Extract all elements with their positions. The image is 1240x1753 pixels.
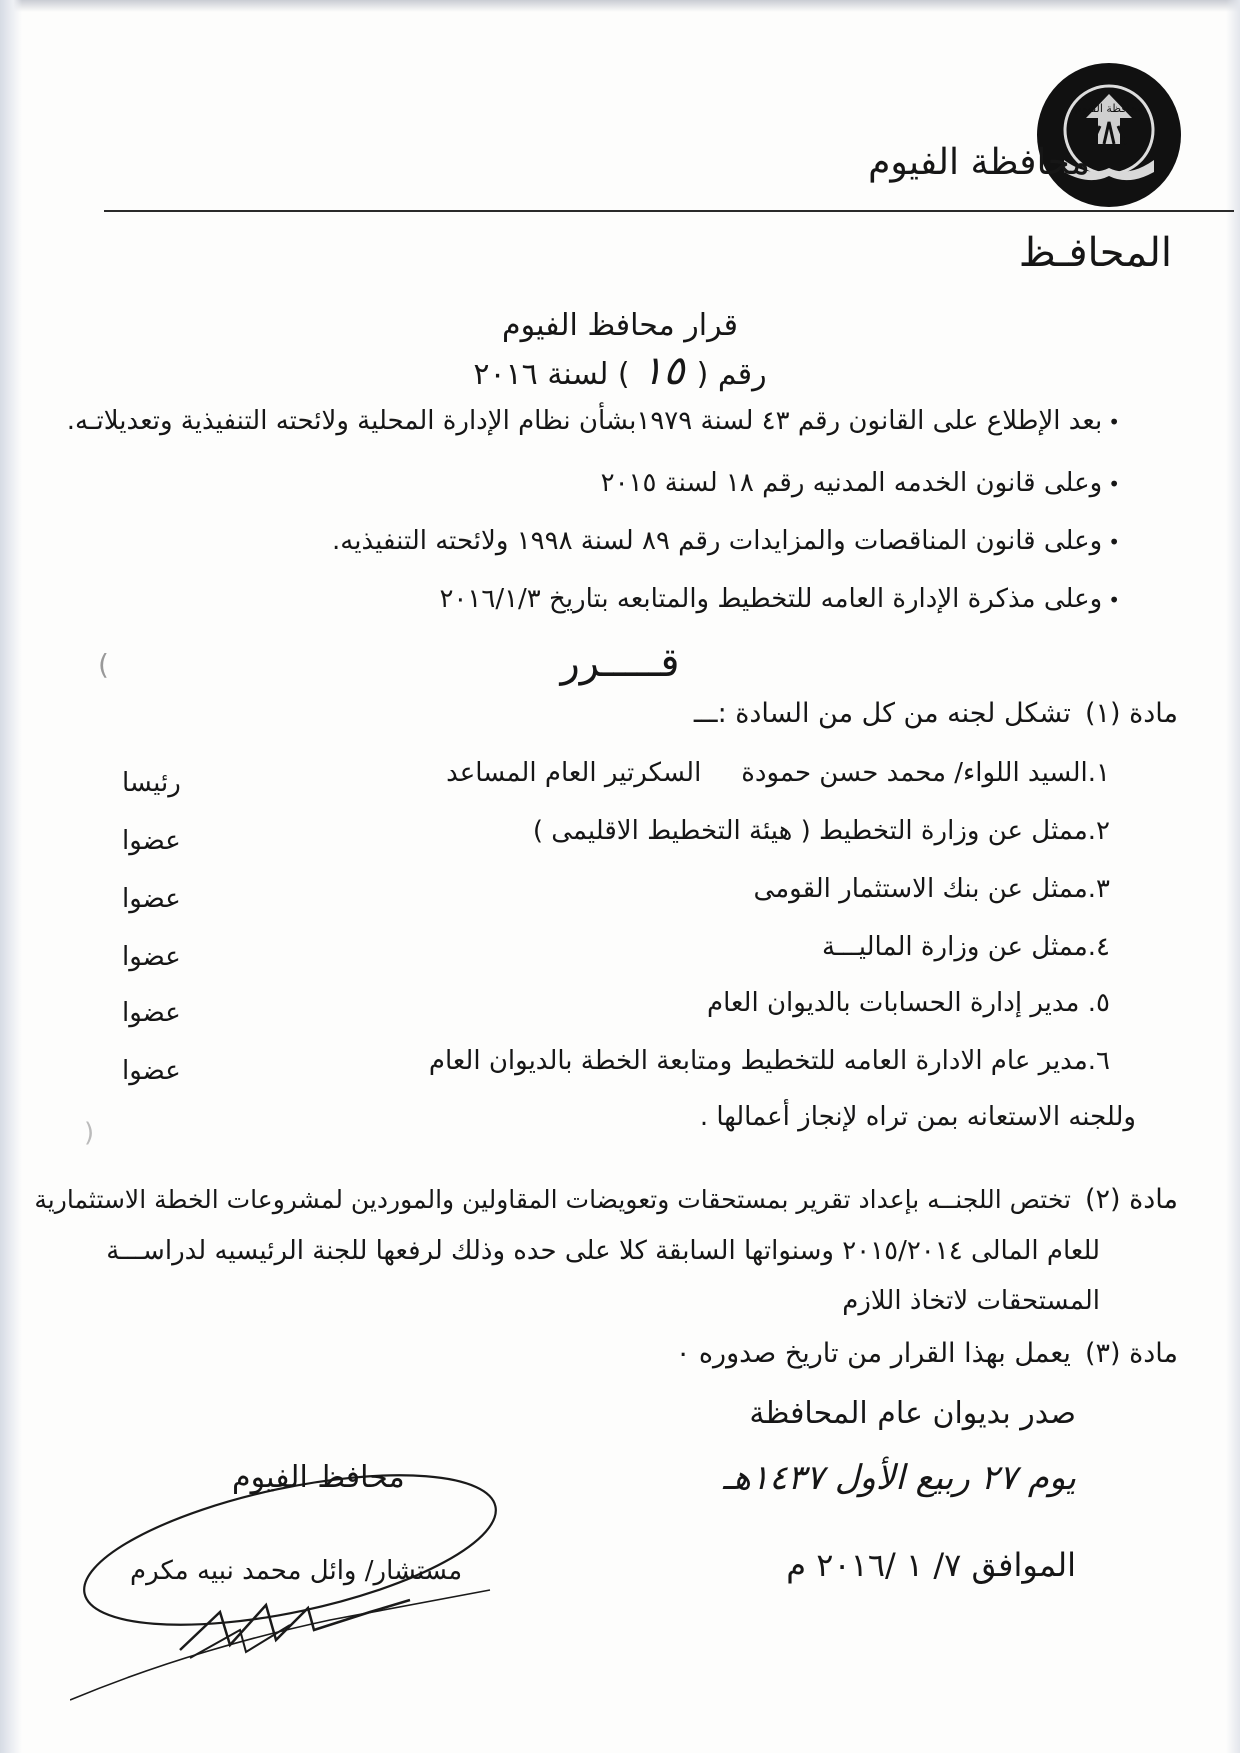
- member-2: ٢.ممثل عن وزارة التخطيط ( هيئة التخطيط الاقليمى ): [532, 816, 1110, 846]
- margin-mark: (: [84, 1118, 95, 1148]
- member-1: ١.السيد اللواء/ محمد حسن حمودةالسكرتير العام المساعد: [446, 758, 1110, 788]
- member-5-role: عضوا: [122, 998, 181, 1028]
- article-2-label: مادة (٢): [1084, 1184, 1178, 1215]
- member-6: ٦.مدير عام الادارة العامه للتخطيط ومتابعة الخطة بالديوان العام: [428, 1046, 1110, 1076]
- signature-title: محافظ الفيوم: [232, 1460, 405, 1495]
- preamble-line: •وعلى قانون الخدمه المدنيه رقم ١٨ لسنة ٢٠١٥: [600, 468, 1120, 498]
- article-2: [34, 1184, 1178, 1215]
- decision-title: قرار محافظ الفيوم: [502, 308, 738, 343]
- governorate-name: محافظة الفيوم: [868, 142, 1090, 183]
- margin-mark: ): [98, 648, 109, 681]
- decision-number: ١٥: [641, 348, 685, 394]
- article-2-line-1: تختص اللجنــه بإعداد تقرير بمستحقات وتعويضات المقاولين والموردين لمشروعات الخطة الاستثمارية: [34, 1185, 1071, 1214]
- article-1-label: مادة (١): [1084, 698, 1178, 729]
- article-2-line-3: المستحقات لاتخاذ اللازم: [842, 1286, 1100, 1316]
- scan-top-edge: [0, 0, 1240, 12]
- preamble-line: •وعلى مذكرة الإدارة العامه للتخطيط والمتابعه بتاريخ ٢٠١٦/١/٣: [439, 584, 1120, 614]
- decision-number-line: [0, 348, 1240, 394]
- member-1-role: رئيسا: [122, 768, 181, 798]
- member-4-role: عضوا: [122, 942, 181, 972]
- scan-right-edge: [1226, 0, 1240, 1753]
- preamble-line: •بعد الإطلاع على القانون رقم ٤٣ لسنة ١٩٧٩بشأن نظام الإدارة المحلية ولائحته التنفيذية وتعديلاتـه.: [66, 406, 1120, 436]
- member-1-title: السكرتير العام المساعد: [446, 758, 702, 788]
- office-title: المحافـظ: [1018, 230, 1172, 276]
- member-2-role: عضوا: [122, 826, 181, 856]
- scan-left-edge: [0, 0, 22, 1753]
- article-2-line-2: للعام المالى ٢٠١٥/٢٠١٤ وسنواتها السابقة كلا على حده وذلك لرفعها للجنة الرئيسيه لدراســـة: [106, 1236, 1100, 1266]
- preamble-line: •وعلى قانون المناقصات والمزايدات رقم ٨٩ لسنة ١٩٩٨ ولائحته التنفيذيه.: [332, 526, 1120, 556]
- decision-word: قـــــرر: [560, 640, 680, 686]
- signer-name: مستشار/ وائل محمد نبيه مكرم: [130, 1556, 463, 1586]
- member-4: ٤.ممثل عن وزارة الماليـــة: [822, 932, 1110, 962]
- article-3: [676, 1338, 1178, 1369]
- member-6-role: عضوا: [122, 1056, 181, 1086]
- member-3: ٣.ممثل عن بنك الاستثمار القومى: [753, 874, 1110, 904]
- hijri-date: يوم ٢٧ ربيع الأول ١٤٣٧هـ: [723, 1458, 1076, 1498]
- header-divider: [104, 210, 1234, 212]
- gregorian-date: الموافق ٧/ ١ /٢٠١٦ م: [786, 1546, 1076, 1584]
- logo-lettering: محافظة الفيوم: [1075, 102, 1143, 115]
- article-1-closing: وللجنه الاستعانه بمن تراه لإنجاز أعمالها .: [699, 1102, 1136, 1132]
- issuance-place: صدر بديوان عام المحافظة: [749, 1396, 1076, 1431]
- number-suffix: ) لسنة ٢٠١٦: [473, 357, 630, 392]
- governorate-logo: [1034, 60, 1184, 210]
- member-3-role: عضوا: [122, 884, 181, 914]
- number-prefix: رقم (: [696, 357, 767, 392]
- article-1: [694, 698, 1178, 729]
- article-1-intro: تشكل لجنه من كل من السادة :ـــ: [693, 698, 1071, 729]
- member-5: ٥. مدير إدارة الحسابات بالديوان العام: [706, 988, 1110, 1018]
- article-3-text: يعمل بهذا القرار من تاريخ صدوره ٠: [675, 1338, 1071, 1369]
- article-3-label: مادة (٣): [1084, 1338, 1178, 1369]
